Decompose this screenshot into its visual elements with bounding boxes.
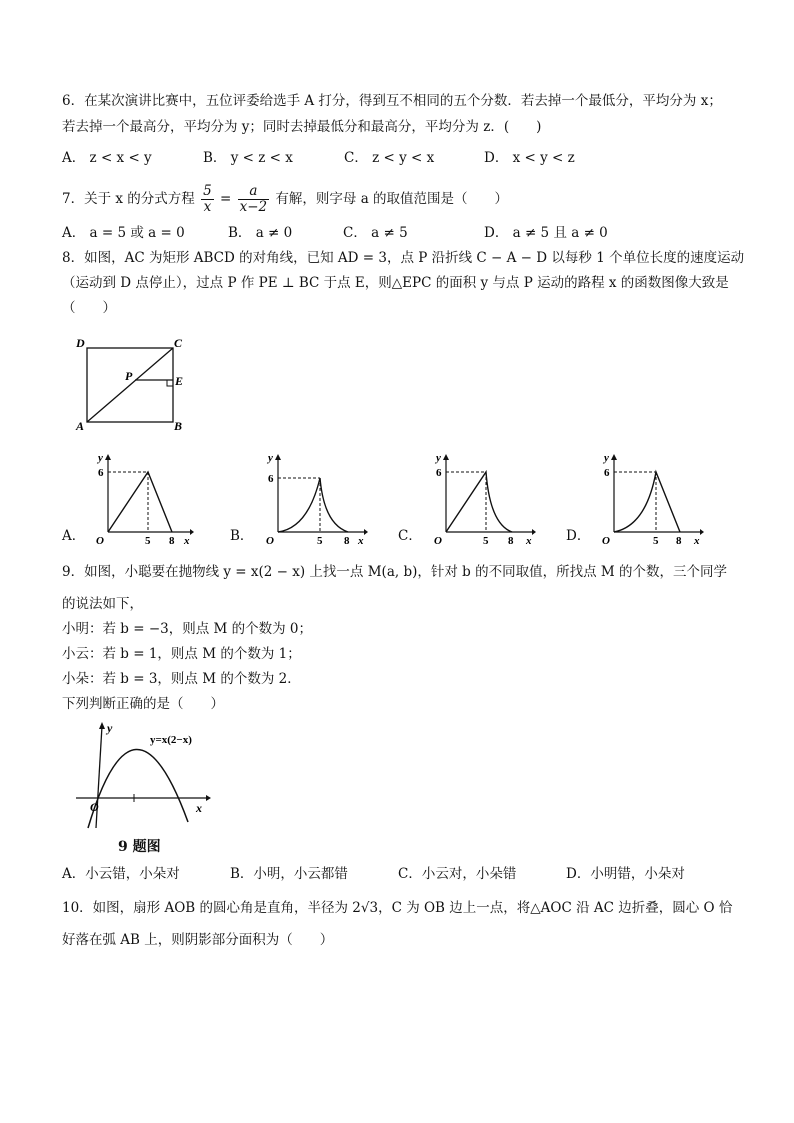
q6-option-a: A． z < x < y [62, 150, 152, 166]
right-angle-mark [167, 380, 173, 386]
svg-text:6: 6 [604, 467, 610, 479]
label-e: E [175, 374, 184, 388]
label-d: D [76, 336, 85, 350]
svg-text:x: x [694, 535, 700, 547]
q9-line-2: 的说法如下， [62, 596, 143, 612]
svg-text:O: O [96, 535, 104, 547]
svg-text:O: O [266, 535, 274, 547]
q7-fraction-2: $\frac{a}{x-2}$ [239, 183, 268, 215]
parabola-curve [88, 749, 188, 828]
svg-text:y: y [98, 452, 103, 464]
q6-line-1: 6．在某次演讲比赛中，五位评委给选手 A 打分，得到互不相同的五个分数．若去掉一个最低分，平均分为 x； [62, 93, 722, 109]
q8-graph-a [84, 452, 194, 547]
q8-option-b-letter: B． [230, 528, 254, 544]
q8-option-d-letter: D． [566, 528, 591, 544]
svg-text:x: x [184, 535, 190, 547]
svg-text:8: 8 [344, 535, 350, 547]
graph-a-curve [108, 472, 172, 532]
q10-line-2: 好落在弧 AB 上，则阴影部分面积为（ ） [62, 932, 334, 948]
q9-option-d: D．小明错，小朵对 [566, 866, 685, 882]
q9-option-b: B．小明，小云都错 [230, 866, 348, 882]
q6-option-d: D． x < y < z [484, 150, 575, 166]
svg-text:x: x [358, 535, 364, 547]
q8-rectangle-figure [70, 334, 200, 434]
q6-line-2: 若去掉一个最高分，平均分为 y；同时去掉最低分和最高分，平均分为 z．( ) [62, 119, 542, 135]
q9-xiaoming: 小明：若 b = −3，则点 M 的个数为 0； [62, 621, 313, 637]
q8-line-2: （运动到 D 点停止），过点 P 作 PE ⊥ BC 于点 E，则△EPC 的面积 y 与点 P 运动的路程 x 的函数图像大致是 [62, 275, 729, 291]
q9-xiaoyun: 小云：若 b = 1，则点 M 的个数为 1； [62, 646, 301, 662]
q7-prefix: 7．关于 x 的分式方程 [62, 191, 195, 207]
label-b: B [174, 419, 183, 433]
q7-line [62, 182, 508, 216]
label-c: C [174, 336, 183, 350]
q7-option-c: C． a ≠ 5 [343, 225, 408, 241]
q8-graph-c [426, 452, 536, 547]
q9-curve-label: y=x(2−x) [150, 734, 192, 746]
q7-equals: = [219, 191, 232, 207]
q9-question: 下列判断正确的是（ ） [62, 696, 224, 712]
q8-option-c-letter: C． [398, 528, 422, 544]
svg-text:O: O [434, 535, 442, 547]
svg-text:O: O [602, 535, 610, 547]
q9-axis-y-label: y [107, 721, 113, 735]
q8-line-1: 8．如图，AC 为矩形 ABCD 的对角线，已知 AD = 3，点 P 沿折线 C − A − D 以每秒 1 个单位长度的速度运动 [62, 250, 745, 266]
svg-text:y: y [268, 452, 273, 464]
q7-option-a: A． a = 5 或 a = 0 [62, 225, 185, 241]
svg-text:6: 6 [268, 473, 274, 485]
svg-text:5: 5 [653, 535, 659, 547]
svg-text:8: 8 [508, 535, 514, 547]
q7-option-d: D． a ≠ 5 且 a ≠ 0 [484, 225, 608, 241]
q6-option-b: B． y < z < x [203, 150, 293, 166]
q7-suffix: 有解，则字母 a 的取值范围是（ ） [275, 191, 509, 207]
q7-fraction-1: $\frac{5}{x}$ [203, 183, 212, 215]
svg-text:y: y [436, 452, 441, 464]
svg-text:6: 6 [436, 467, 442, 479]
graph-c-curve [446, 472, 512, 532]
q6-option-c: C． z < y < x [344, 150, 435, 166]
q9-parabola-figure [70, 722, 220, 832]
svg-text:x: x [526, 535, 532, 547]
q7-option-b: B． a ≠ 0 [228, 225, 293, 241]
q9-option-a: A．小云错，小朵对 [62, 866, 180, 882]
q8-option-a-letter: A． [62, 528, 86, 544]
graph-d-curve [614, 472, 680, 532]
label-a: A [76, 419, 85, 433]
q9-figure-caption: 9 题图 [118, 839, 161, 855]
q9-line-1: 9．如图，小聪要在抛物线 y = x(2 − x) 上找一点 M(a, b)，针对 b 的不同取值，所找点 M 的个数，三个同学 [62, 564, 727, 580]
label-p: P [125, 369, 133, 383]
graph-b-curve [278, 478, 348, 532]
svg-text:6: 6 [98, 467, 104, 479]
svg-text:y: y [604, 452, 609, 464]
q8-line-3: （ ） [62, 300, 116, 316]
diagonal-ac [87, 348, 173, 422]
svg-text:5: 5 [483, 535, 489, 547]
q9-origin-label: O [90, 800, 99, 814]
svg-text:8: 8 [676, 535, 682, 547]
q9-axis-x-label: x [196, 801, 202, 815]
q8-graph-b [258, 452, 368, 547]
svg-text:5: 5 [145, 535, 151, 547]
q8-graph-d [594, 452, 704, 547]
q10-line-1: 10．如图，扇形 AOB 的圆心角是直角，半径为 2√3，C 为 OB 边上一点，将△AOC 沿 AC 边折叠，圆心 O 恰 [62, 900, 733, 916]
svg-text:8: 8 [169, 535, 175, 547]
q9-xiaoduo: 小朵：若 b = 3，则点 M 的个数为 2． [62, 671, 301, 687]
q9-option-c: C．小云对，小朵错 [398, 866, 517, 882]
svg-text:5: 5 [317, 535, 323, 547]
